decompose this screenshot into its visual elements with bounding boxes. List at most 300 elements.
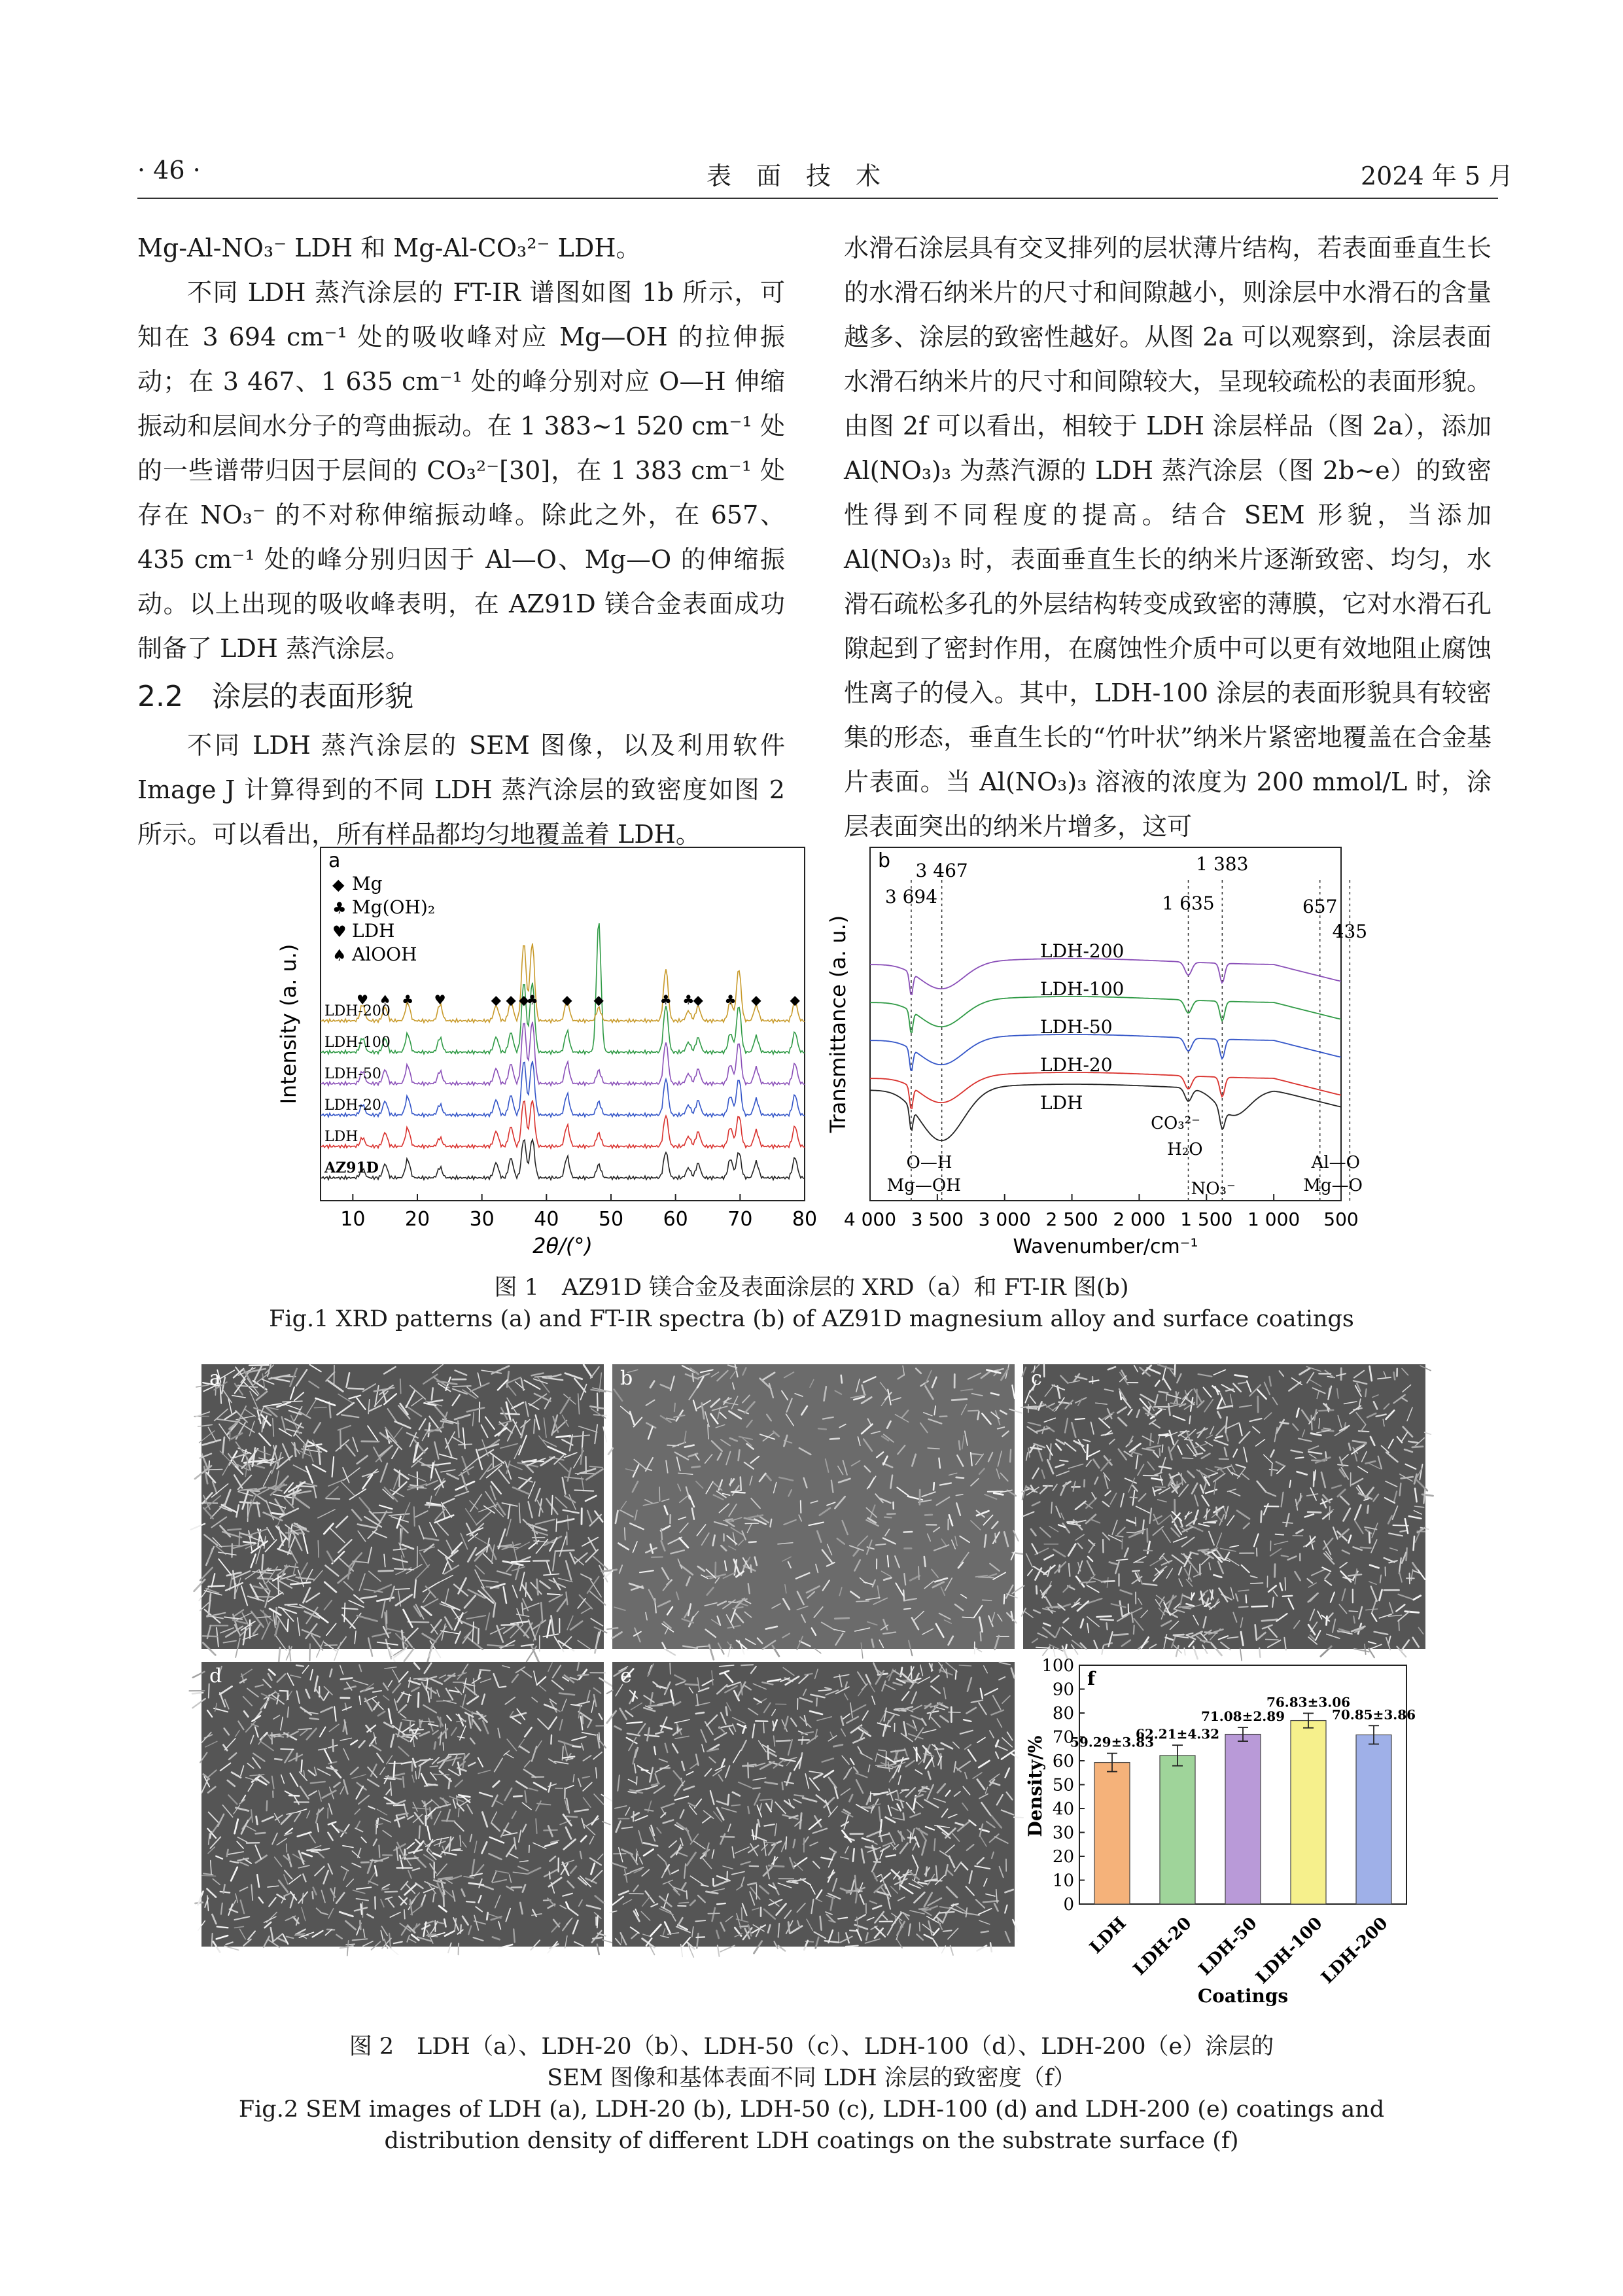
sem-flake bbox=[418, 1693, 419, 1706]
sem-flake bbox=[289, 1795, 299, 1796]
panel-label-f: f bbox=[1087, 1668, 1096, 1689]
issue-date: 2024 年 5 月 bbox=[1361, 162, 1514, 190]
sem-flake bbox=[551, 1496, 552, 1515]
sem-flake bbox=[537, 1580, 538, 1595]
sem-flake bbox=[718, 1945, 720, 1956]
fig2-caption-cn-1: 图 2 LDH（a）、LDH-20（b）、LDH-50（c）、LDH-100（d）、LDH-200（e）涂层的 bbox=[349, 2034, 1274, 2060]
sem-flake bbox=[340, 1430, 341, 1449]
sem-flake bbox=[818, 1428, 826, 1429]
ftir-peak-label: 3 694 bbox=[884, 886, 938, 908]
sem-flake bbox=[1239, 1606, 1248, 1607]
sem-flake bbox=[1271, 1464, 1272, 1475]
sem-flake bbox=[404, 1649, 414, 1661]
sem-flake bbox=[1274, 1564, 1275, 1577]
sem-flake bbox=[841, 1375, 842, 1383]
sem-flake bbox=[582, 1715, 583, 1724]
sem-flake bbox=[1175, 1365, 1176, 1375]
ftir-tick-label: 3 000 bbox=[978, 1209, 1031, 1230]
fig2-caption-en-2: distribution density of different LDH coatings on the substrate surface (f) bbox=[384, 2128, 1239, 2154]
xrd-peak-marker: ◆ bbox=[562, 992, 572, 1008]
paragraph: 不同 LDH 蒸汽涂层的 SEM 图像，以及利用软件 Image J 计算得到的不同 LDH 蒸汽涂层的致密度如图 2 所示。可以看出，所有样品都均匀地覆盖着 LDH。 bbox=[137, 731, 785, 849]
sem-label: c bbox=[1031, 1367, 1042, 1390]
sem-flake bbox=[400, 1379, 401, 1394]
xrd-peak-marker: ♣ bbox=[659, 992, 672, 1008]
sem-flake bbox=[1326, 1616, 1327, 1625]
sem-flake bbox=[686, 1891, 687, 1899]
sem-flake bbox=[1150, 1434, 1151, 1445]
sem-flake bbox=[908, 1837, 915, 1838]
ftir-series-label: LDH-200 bbox=[1040, 940, 1125, 962]
sem-flake bbox=[1359, 1431, 1369, 1432]
bar-value-label: 59.29±3.83 bbox=[1070, 1734, 1155, 1750]
sem-flake bbox=[478, 1629, 479, 1644]
xrd-series-ldh bbox=[321, 1101, 805, 1148]
sem-flake bbox=[1283, 1596, 1293, 1597]
sem-flake bbox=[1425, 1432, 1431, 1434]
sem-flake bbox=[419, 1826, 420, 1839]
ftir-tick-label: 3 500 bbox=[911, 1209, 964, 1230]
sem-flake bbox=[428, 1934, 436, 1935]
xrd-peak-marker: ◆ bbox=[790, 992, 800, 1008]
sem-flake bbox=[403, 1776, 404, 1787]
sem-flake bbox=[763, 1723, 764, 1733]
ftir-series-label: LDH-50 bbox=[1040, 1016, 1113, 1038]
sem-flake bbox=[782, 1782, 783, 1790]
sem-flake bbox=[442, 1820, 455, 1821]
sem-flake bbox=[227, 1850, 228, 1856]
sem-flake bbox=[1295, 1457, 1303, 1458]
sem-flake bbox=[674, 1404, 675, 1412]
bar-category-label: LDH-50 bbox=[1195, 1913, 1261, 1980]
sem-flake bbox=[318, 1540, 319, 1557]
sem-flake bbox=[1159, 1449, 1160, 1456]
xrd-tick-label: 20 bbox=[404, 1208, 430, 1231]
ftir-series-ldh bbox=[870, 1084, 1341, 1140]
legend-symbol: ♣ bbox=[332, 899, 347, 917]
sem-flake bbox=[884, 1517, 891, 1518]
sem-flake bbox=[410, 1729, 423, 1730]
ftir-series-label: LDH-20 bbox=[1040, 1054, 1113, 1076]
fig1-caption-en: Fig.1 XRD patterns (a) and FT-IR spectra (b) of AZ91D magnesium alloy and surface coatings bbox=[269, 1306, 1354, 1332]
xrd-series-ldh-50 bbox=[321, 1022, 805, 1086]
sem-flake bbox=[556, 1519, 557, 1531]
sem-flake bbox=[856, 1601, 869, 1602]
bar-y-tick-label: 90 bbox=[1052, 1680, 1074, 1700]
sem-flake bbox=[939, 1912, 954, 1913]
ftir-annotation: H₂O bbox=[1167, 1140, 1203, 1159]
right-column bbox=[844, 226, 1492, 849]
xrd-peak-marker: ♠ bbox=[379, 992, 391, 1008]
sem-flake bbox=[344, 1603, 345, 1621]
legend-label: LDH bbox=[352, 920, 395, 942]
ftir-peak-label: 435 bbox=[1332, 921, 1368, 942]
sem-flake bbox=[1036, 1586, 1037, 1594]
sem-flake bbox=[262, 1555, 264, 1570]
ftir-chart bbox=[826, 841, 1368, 1273]
sem-flake bbox=[1354, 1649, 1369, 1652]
sem-flake bbox=[258, 1578, 273, 1579]
ftir-tick-label: 4 000 bbox=[843, 1209, 897, 1230]
sem-flake bbox=[1338, 1631, 1345, 1632]
sem-flake bbox=[788, 1922, 790, 1933]
sem-flake bbox=[1004, 1595, 1005, 1604]
bar bbox=[1225, 1735, 1261, 1904]
xrd-x-ticks bbox=[340, 1194, 817, 1231]
ftir-series-label: LDH-100 bbox=[1040, 978, 1125, 1000]
bar-y-ticks bbox=[1041, 1656, 1085, 1915]
sem-flake bbox=[665, 1649, 675, 1655]
sem-flake bbox=[567, 1816, 577, 1817]
ftir-annotation: Mg—O bbox=[1303, 1176, 1363, 1195]
sem-flake bbox=[1097, 1616, 1111, 1617]
ftir-peak-label: 1 635 bbox=[1162, 892, 1215, 914]
bar-value-label: 71.08±2.89 bbox=[1200, 1708, 1285, 1725]
sem-label: d bbox=[209, 1665, 222, 1687]
sem-flake bbox=[1308, 1512, 1321, 1513]
legend-symbol: ♠ bbox=[332, 946, 347, 964]
sem-flake bbox=[208, 1586, 224, 1587]
sem-flake bbox=[414, 1507, 415, 1526]
journal-title: 表 面 技 术 bbox=[707, 162, 881, 190]
sem-flake bbox=[499, 1686, 506, 1687]
sem-flake bbox=[918, 1566, 919, 1580]
sem-flake bbox=[1280, 1422, 1289, 1424]
xrd-x-label: 2θ/(°) bbox=[532, 1233, 593, 1258]
xrd-tick-label: 30 bbox=[469, 1208, 495, 1231]
ftir-tick-label: 1 000 bbox=[1248, 1209, 1300, 1230]
sem-flake bbox=[745, 1523, 758, 1524]
sem-flake bbox=[870, 1792, 871, 1802]
sem-flake bbox=[604, 1571, 612, 1578]
sem-flake bbox=[548, 1594, 560, 1595]
sem-flake bbox=[394, 1648, 406, 1657]
sem-flake bbox=[276, 1608, 277, 1624]
ftir-peak-label: 3 467 bbox=[915, 860, 968, 881]
bar bbox=[1160, 1756, 1195, 1904]
sem-flake bbox=[377, 1818, 379, 1828]
sem-flake bbox=[514, 1796, 522, 1797]
sem-flake bbox=[959, 1441, 960, 1449]
sem-label: a bbox=[209, 1367, 221, 1390]
xrd-peak-marker: ◆ bbox=[491, 992, 502, 1008]
xrd-peak-marker: ♣ bbox=[724, 992, 737, 1008]
sem-flake bbox=[376, 1820, 377, 1834]
bar-y-tick-label: 70 bbox=[1052, 1727, 1074, 1748]
sem-flake bbox=[916, 1748, 917, 1761]
bar-y-tick-label: 100 bbox=[1041, 1656, 1074, 1676]
xrd-chart bbox=[276, 841, 818, 1273]
sem-flake bbox=[404, 1910, 405, 1919]
sem-flake bbox=[574, 1490, 593, 1491]
sem-flake bbox=[990, 1943, 992, 1951]
panel-label-a: a bbox=[328, 849, 341, 872]
xrd-series-label: LDH-100 bbox=[324, 1034, 391, 1051]
sem-flake bbox=[1246, 1595, 1247, 1603]
ftir-tick-label: 2 000 bbox=[1113, 1209, 1166, 1230]
sem-flake bbox=[434, 1774, 449, 1775]
ftir-annotation: CO₃²⁻ bbox=[1151, 1114, 1200, 1133]
sem-flake bbox=[201, 1875, 215, 1876]
sem-flake bbox=[951, 1946, 953, 1955]
xrd-series-label: LDH-200 bbox=[324, 1003, 391, 1019]
ftir-peak-label: 1 383 bbox=[1196, 853, 1249, 875]
ftir-tick-label: 1 500 bbox=[1180, 1209, 1233, 1230]
sem-flake bbox=[1143, 1550, 1152, 1551]
sem-flake bbox=[942, 1946, 946, 1953]
xrd-peak-marker: ◆ bbox=[506, 992, 516, 1008]
sem-flake bbox=[926, 1867, 927, 1876]
sem-flake bbox=[695, 1920, 705, 1921]
sem-flake bbox=[1069, 1564, 1070, 1576]
sem-flake bbox=[1367, 1506, 1368, 1513]
sem-image-c bbox=[1023, 1364, 1425, 1649]
ftir-series-ldh-20 bbox=[870, 1072, 1341, 1108]
sem-image-a bbox=[201, 1364, 604, 1649]
sem-flake bbox=[224, 1946, 238, 1950]
sem-flake bbox=[399, 1470, 400, 1486]
ftir-x-label: Wavenumber/cm⁻¹ bbox=[1013, 1235, 1198, 1258]
sem-flake bbox=[434, 1742, 436, 1749]
sem-flake bbox=[768, 1746, 769, 1759]
sem-flake bbox=[661, 1528, 662, 1540]
xrd-legend bbox=[332, 873, 435, 965]
sem-flake bbox=[1130, 1497, 1137, 1498]
legend-label: AlOOH bbox=[352, 944, 417, 965]
sem-flake bbox=[876, 1765, 887, 1766]
bar-y-tick-label: 0 bbox=[1063, 1895, 1074, 1915]
sem-flake bbox=[512, 1561, 530, 1562]
paragraph: Mg-Al-NO₃⁻ LDH 和 Mg-Al-CO₃²⁻ LDH。 bbox=[137, 234, 641, 262]
xrd-tick-label: 10 bbox=[340, 1208, 366, 1231]
bar bbox=[1291, 1721, 1326, 1904]
sem-flake bbox=[333, 1740, 334, 1752]
xrd-peak-marker: ♥ bbox=[357, 992, 369, 1008]
xrd-peak-marker: ♥ bbox=[434, 992, 446, 1008]
sem-flake bbox=[876, 1544, 886, 1545]
xrd-series-label: LDH-50 bbox=[324, 1066, 381, 1082]
page-number: · 46 · bbox=[137, 156, 201, 185]
sem-flake bbox=[1361, 1547, 1371, 1548]
legend-symbol: ♥ bbox=[332, 923, 347, 941]
sem-flake bbox=[466, 1901, 475, 1902]
sem-flake bbox=[428, 1784, 438, 1786]
xrd-tick-label: 60 bbox=[663, 1208, 688, 1231]
sem-flake bbox=[952, 1399, 967, 1400]
sem-flake bbox=[910, 1833, 911, 1843]
xrd-peak-marker: ♣ bbox=[682, 992, 695, 1008]
sem-flake bbox=[1113, 1634, 1128, 1635]
bar-y-label: Density/% bbox=[1024, 1735, 1046, 1837]
sem-flake bbox=[555, 1550, 574, 1551]
bar-y-tick-label: 10 bbox=[1052, 1871, 1074, 1891]
bar-y-tick-label: 30 bbox=[1052, 1823, 1074, 1843]
sem-flake bbox=[379, 1570, 393, 1571]
bar bbox=[1356, 1735, 1391, 1904]
sem-flake bbox=[777, 1740, 790, 1741]
xrd-peak-marker: ◆ bbox=[751, 992, 761, 1008]
sem-flake bbox=[835, 1618, 848, 1619]
sem-image-e bbox=[612, 1662, 1015, 1947]
section-heading: 2.2 涂层的表面形貌 bbox=[137, 680, 413, 713]
xrd-series-label: LDH-20 bbox=[324, 1097, 381, 1114]
sem-flake bbox=[1107, 1623, 1108, 1629]
xrd-series-labels bbox=[324, 1003, 391, 1176]
fig2-caption-cn-2: SEM 图像和基体表面不同 LDH 涂层的致密度（f） bbox=[547, 2065, 1076, 2091]
sem-flake bbox=[748, 1807, 749, 1813]
bar-category-label: LDH-20 bbox=[1130, 1913, 1196, 1980]
ftir-annotation: O—H bbox=[906, 1153, 952, 1173]
sem-flake bbox=[659, 1487, 660, 1502]
sem-flake bbox=[514, 1929, 515, 1942]
paragraph: 水滑石涂层具有交叉排列的层状薄片结构，若表面垂直生长的水滑石纳米片的尺寸和间隙越小，则涂层中水滑石的含量越多、涂层的致密性越好。从图 2a 可以观察到，涂层表面水滑石纳米片的尺寸和间隙较大，呈现较疏松的表面形貌。由图 2f 可以看出，相较于 LDH 涂层样品（图 2a），添加 Al(NO₃)₃ 为蒸汽源的 LDH 蒸汽涂层（图 2b~e）的致密性得到不同程度的提高。结合 SEM 形貌，当添加 Al(NO₃)₃ 时，表面垂直生长的纳米片逐渐致密、均匀，水滑石疏松多孔的外层结构转变成致密的薄膜，它对水滑石孔隙起到了密封作用，在腐蚀性介质中可以更有效地阻止腐蚀性离子的侵入。其中，LDH-100 涂层的表面形貌具有较密集的形态，垂直生长的“竹叶状”纳米片紧密地覆盖在合金基片表面。当 Al(NO₃)₃ 溶液的浓度为 200 mmol/L 时，涂层表面突出的纳米片增多，这可 bbox=[844, 234, 1492, 841]
sem-flake bbox=[1216, 1508, 1217, 1515]
xrd-tick-label: 70 bbox=[727, 1208, 753, 1231]
xrd-series-label: AZ91D bbox=[324, 1159, 379, 1176]
sem-flake bbox=[267, 1801, 268, 1810]
ftir-annotation: Al—O bbox=[1311, 1153, 1360, 1173]
xrd-y-label: Intensity (a. u.) bbox=[276, 944, 301, 1104]
sem-flake bbox=[978, 1577, 993, 1578]
sem-flake bbox=[285, 1604, 297, 1605]
sem-image-b bbox=[612, 1364, 1015, 1649]
bar-value-label: 76.83±3.06 bbox=[1266, 1694, 1351, 1710]
ftir-peak-lines bbox=[911, 880, 1350, 1201]
bar-y-tick-label: 50 bbox=[1052, 1775, 1074, 1795]
sem-flake bbox=[1185, 1439, 1192, 1440]
sem-flake bbox=[983, 1901, 998, 1902]
xrd-tick-label: 40 bbox=[534, 1208, 559, 1231]
sem-flake bbox=[1251, 1606, 1267, 1607]
sem-flake bbox=[726, 1707, 727, 1715]
sem-flake bbox=[578, 1674, 589, 1675]
xrd-peak-marker: ♣ bbox=[526, 992, 538, 1008]
sem-flake bbox=[608, 1448, 613, 1454]
sem-flake bbox=[740, 1926, 748, 1927]
sem-flake bbox=[815, 1649, 821, 1653]
sem-flake bbox=[725, 1519, 732, 1520]
ftir-x-ticks bbox=[844, 1194, 1359, 1230]
bar bbox=[1094, 1763, 1130, 1904]
sem-flake bbox=[1365, 1389, 1366, 1396]
density-bar-chart bbox=[1024, 1655, 1433, 2009]
sem-flake bbox=[739, 1450, 740, 1460]
sem-flake bbox=[387, 1945, 398, 1955]
sem-flake bbox=[855, 1876, 856, 1892]
sem-flake bbox=[750, 1565, 751, 1572]
ftir-annotation: Mg—OH bbox=[886, 1176, 961, 1195]
sem-flake bbox=[432, 1388, 433, 1400]
paragraph: 不同 LDH 蒸汽涂层的 FT-IR 谱图如图 1b 所示，可知在 3 694 cm⁻¹ 处的吸收峰对应 Mg—OH 的拉伸振动；在 3 467、1 635 cm⁻¹ 处的峰分别对应 O—H 伸缩振动和层间水分子的弯曲振动。在 1 383~1 520 cm⁻¹ 处的一些谱带归因于层间的 CO₃²⁻[30]，在 1 383 cm⁻¹ 处存在 NO₃⁻ 的不对称伸缩振动峰。除此之外，在 657、435 cm⁻¹ 处的峰分别归因于 Al—O、Mg—O 的伸缩振动。以上出现的吸收峰表明，在 AZ91D 镁合金表面成功制备了 LDH 蒸汽涂层。 bbox=[137, 278, 785, 663]
sem-flake bbox=[924, 1557, 926, 1566]
sem-flake bbox=[310, 1718, 319, 1720]
sem-flake bbox=[593, 1937, 601, 1939]
sem-flake bbox=[940, 1416, 947, 1417]
sem-flake bbox=[728, 1795, 729, 1805]
fig1-caption-cn: 图 1 AZ91D 镁合金及表面涂层的 XRD（a）和 FT-IR 图(b) bbox=[494, 1275, 1129, 1301]
legend-label: Mg(OH)₂ bbox=[352, 896, 436, 918]
sem-flake bbox=[995, 1534, 996, 1543]
xrd-peak-marker: ◆ bbox=[593, 992, 604, 1008]
sem-flake bbox=[458, 1421, 459, 1438]
ftir-y-label: Transmittance (a. u.) bbox=[826, 915, 850, 1133]
sem-flake bbox=[692, 1466, 700, 1467]
sem-flake bbox=[1010, 1450, 1011, 1462]
sem-flake bbox=[394, 1761, 395, 1776]
sem-flake bbox=[346, 1944, 355, 1945]
bar-category-label: LDH-100 bbox=[1252, 1913, 1327, 1988]
sem-flake bbox=[1369, 1532, 1370, 1543]
xrd-peak-marker: ◆ bbox=[693, 992, 703, 1008]
bar-value-label: 62.21±4.32 bbox=[1135, 1726, 1220, 1742]
sem-flake bbox=[1132, 1570, 1139, 1571]
xrd-series-label: LDH bbox=[324, 1129, 358, 1145]
fig2-caption-en-1: Fig.2 SEM images of LDH (a), LDH-20 (b), LDH-50 (c), LDH-100 (d) and LDH-200 (e) coatings and bbox=[238, 2096, 1385, 2123]
sem-flake bbox=[1319, 1410, 1333, 1411]
sem-flake bbox=[696, 1712, 704, 1714]
sem-flake bbox=[1276, 1534, 1283, 1535]
sem-flake bbox=[830, 1438, 839, 1439]
ftir-tick-label: 500 bbox=[1323, 1209, 1359, 1230]
bar-category-label: LDH-200 bbox=[1318, 1913, 1392, 1988]
sem-flake bbox=[934, 1839, 935, 1850]
sem-flake bbox=[949, 1712, 960, 1713]
sem-flake bbox=[816, 1698, 817, 1706]
ftir-series-label: LDH bbox=[1040, 1092, 1083, 1114]
sem-flake bbox=[228, 1529, 241, 1530]
bar-y-tick-label: 20 bbox=[1052, 1847, 1074, 1867]
sem-label: e bbox=[620, 1665, 632, 1687]
bar-series bbox=[1070, 1694, 1416, 1904]
bar-x-label: Coatings bbox=[1197, 1985, 1289, 2007]
sem-flake bbox=[956, 1477, 964, 1478]
xrd-peak-markers bbox=[357, 992, 800, 1008]
xrd-tick-label: 80 bbox=[792, 1208, 818, 1231]
sem-flake bbox=[903, 1813, 904, 1820]
bar-y-tick-label: 60 bbox=[1052, 1752, 1074, 1771]
sem-flake bbox=[1174, 1634, 1184, 1635]
sem-flake bbox=[1349, 1611, 1357, 1612]
sem-flake bbox=[607, 1690, 613, 1693]
sem-flake bbox=[256, 1816, 258, 1824]
sem-image-d bbox=[201, 1662, 604, 1947]
header-rule bbox=[137, 198, 1498, 199]
sem-flake bbox=[373, 1512, 392, 1513]
sem-flake bbox=[686, 1684, 699, 1685]
sem-flake bbox=[769, 1865, 784, 1867]
sem-flake bbox=[408, 1622, 429, 1623]
xrd-tick-label: 50 bbox=[598, 1208, 624, 1231]
left-column bbox=[137, 226, 785, 857]
ftir-series-labels bbox=[1040, 940, 1124, 1114]
xrd-peak-marker: ♣ bbox=[402, 992, 414, 1008]
sem-flake bbox=[281, 1749, 294, 1750]
bar-y-tick-label: 40 bbox=[1052, 1799, 1074, 1819]
sem-flake bbox=[904, 1608, 911, 1609]
ftir-tick-label: 2 500 bbox=[1045, 1209, 1098, 1230]
sem-flake bbox=[314, 1407, 326, 1408]
bar-value-label: 70.85±3.86 bbox=[1331, 1706, 1416, 1723]
bar-category-label: LDH bbox=[1086, 1913, 1130, 1958]
sem-flake bbox=[1014, 1817, 1023, 1818]
sem-flake bbox=[1189, 1416, 1190, 1424]
sem-flake bbox=[911, 1667, 912, 1681]
bar-y-tick-label: 80 bbox=[1052, 1704, 1074, 1723]
sem-flake bbox=[670, 1663, 671, 1674]
sem-flake bbox=[422, 1465, 438, 1466]
sem-flake bbox=[301, 1760, 302, 1772]
sem-flake bbox=[212, 1934, 213, 1946]
xrd-peak-marker: ◆ bbox=[519, 992, 529, 1008]
